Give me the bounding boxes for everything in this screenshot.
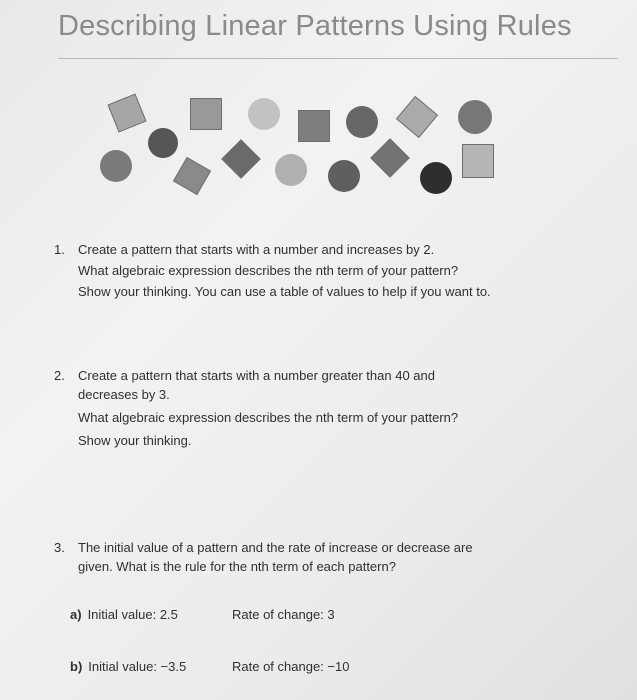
circle-shape: [100, 150, 132, 182]
circle-shape: [458, 100, 492, 134]
circle-shape: [275, 154, 307, 186]
question-number: 3.: [54, 540, 65, 555]
circle-shape: [346, 106, 378, 138]
question-text: Create a pattern that starts with a number and increases by 2.: [78, 242, 435, 257]
part-b: [70, 659, 350, 674]
square-shape: [298, 110, 330, 142]
diamond-shape: [221, 139, 261, 179]
part-label: b): [70, 659, 83, 674]
part-label: a): [70, 607, 82, 622]
question-1: [54, 240, 491, 301]
part-a: [70, 607, 335, 622]
question-text: given. What is the rule for the nth term of each pattern?: [78, 559, 396, 574]
square-shape: [190, 98, 222, 130]
pattern-shapes: [90, 88, 510, 198]
diamond-shape: [370, 138, 410, 178]
question-text: Create a pattern that starts with a number greater than 40 and: [78, 368, 435, 383]
question-number: 2.: [54, 368, 65, 383]
initial-value: Initial value: −3.5: [88, 659, 187, 674]
question-text: decreases by 3.: [78, 387, 170, 402]
page-title: Describing Linear Patterns Using Rules: [58, 10, 572, 42]
circle-shape: [328, 160, 360, 192]
question-text: The initial value of a pattern and the rate of increase or decrease are: [78, 540, 473, 555]
initial-value: Initial value: 2.5: [87, 607, 178, 622]
square-shape: [173, 157, 211, 195]
circle-shape: [148, 128, 178, 158]
question-3: [54, 538, 473, 576]
rate-of-change: Rate of change: 3: [232, 607, 335, 622]
square-shape: [462, 144, 494, 178]
circle-shape: [248, 98, 280, 130]
question-text: Show your thinking.: [78, 433, 192, 448]
square-shape: [107, 93, 146, 132]
question-2: [54, 366, 458, 450]
question-text: What algebraic expression describes the nth term of your pattern?: [78, 410, 459, 425]
rate-of-change: Rate of change: −10: [232, 659, 350, 674]
title-divider: [58, 58, 618, 59]
question-number: 1.: [54, 242, 65, 257]
question-text: What algebraic expression describes the nth term of your pattern?: [78, 263, 459, 278]
square-shape: [396, 96, 438, 138]
question-text: Show your thinking. You can use a table of values to help if you want to.: [78, 284, 491, 299]
circle-shape: [420, 162, 452, 194]
